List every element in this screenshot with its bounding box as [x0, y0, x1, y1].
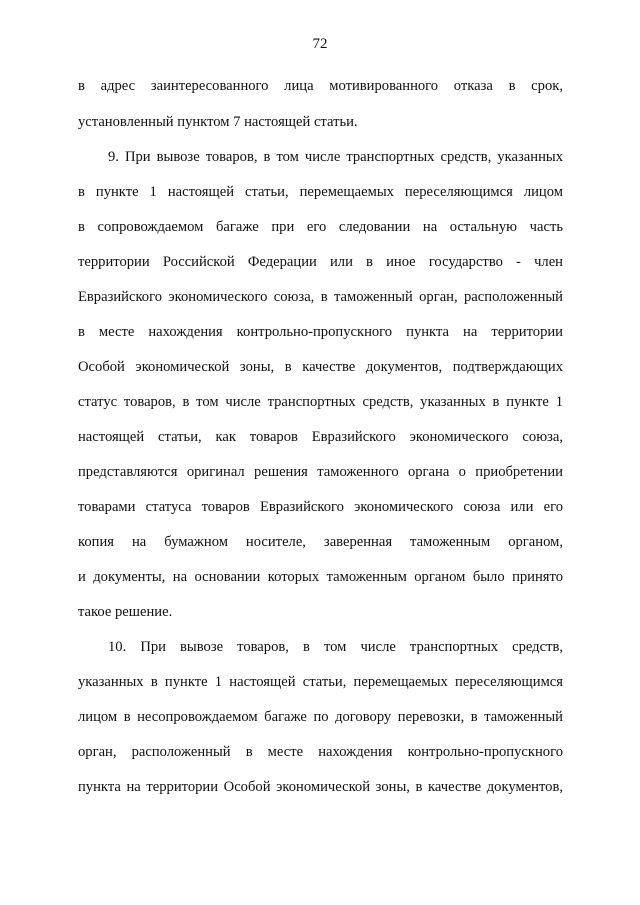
text-line: Особой экономической зоны, в качестве документов, подтверждающих [78, 359, 563, 375]
text-line: установленный пунктом 7 настоящей статьи. [78, 114, 358, 130]
text-line: в сопровождаемом багаже при его следовании на остальную часть [78, 219, 563, 235]
text-line: в адрес заинтересованного лица мотивированного отказа в срок, [78, 78, 563, 94]
text-line: Евразийского экономического союза, в таможенный орган, расположенный [78, 289, 563, 305]
text-line: такое решение. [78, 604, 173, 620]
text-line: орган, расположенный в месте нахождения контрольно-пропускного [78, 744, 563, 760]
text-line: копия на бумажном носителе, заверенная таможенным органом, [78, 534, 563, 550]
paragraph-first-line: 9. При вывозе товаров, в том числе транспортных средств, указанных [108, 149, 563, 165]
text-line: статус товаров, в том числе транспортных средств, указанных в пункте 1 [78, 394, 563, 410]
text-line: указанных в пункте 1 настоящей статьи, перемещаемых переселяющимся [78, 674, 563, 690]
text-line: лицом в несопровождаемом багаже по договору перевозки, в таможенный [78, 709, 563, 725]
page-number: 72 [312, 36, 328, 52]
text-line: представляются оригинал решения таможенного органа о приобретении [78, 464, 563, 480]
text-line: в пункте 1 настоящей статьи, перемещаемых переселяющимся лицом [78, 184, 563, 200]
text-line: пункта на территории Особой экономической зоны, в качестве документов, [78, 779, 563, 795]
text-line: товарами статуса товаров Евразийского экономического союза или его [78, 499, 563, 515]
text-line: в месте нахождения контрольно-пропускного пункта на территории [78, 324, 563, 340]
paragraph-first-line: 10. При вывозе товаров, в том числе транспортных средств, [108, 639, 563, 655]
text-line: территории Российской Федерации или в иное государство - член [78, 254, 563, 270]
text-line: настоящей статьи, как товаров Евразийского экономического союза, [78, 429, 563, 445]
text-line: и документы, на основании которых таможенным органом было принято [78, 569, 563, 585]
